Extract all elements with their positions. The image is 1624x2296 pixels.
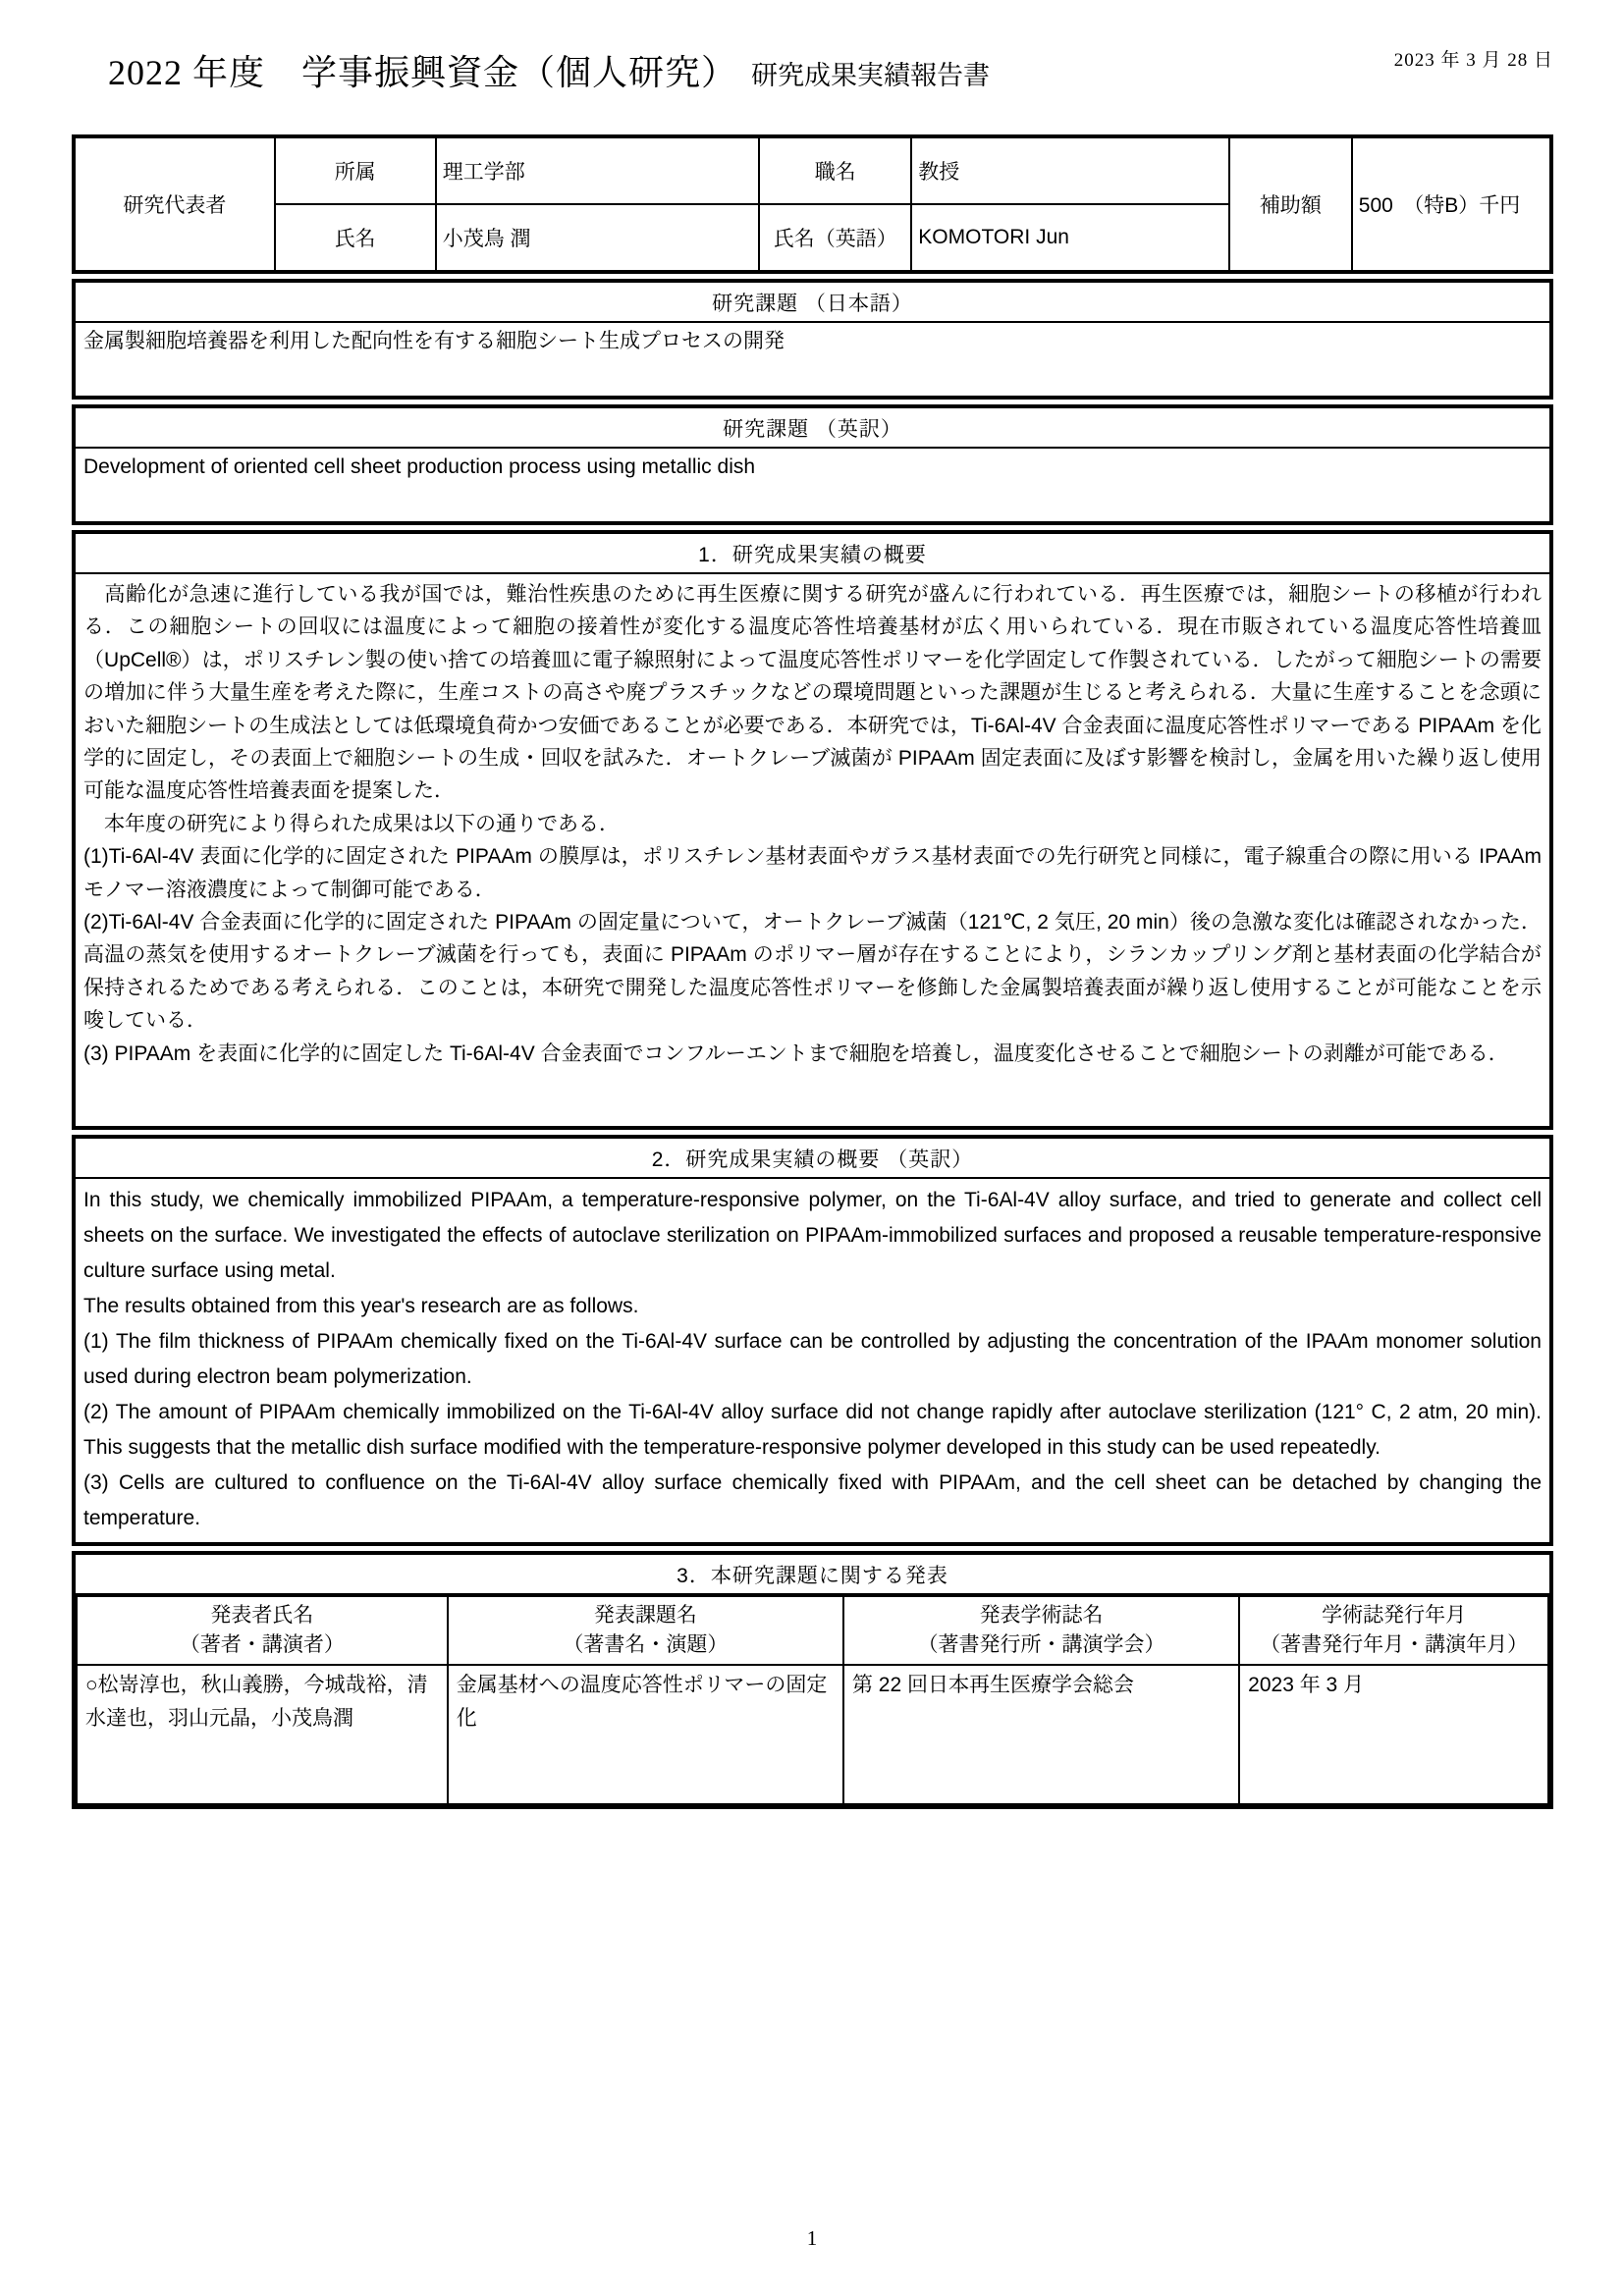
section2-content [76,1179,1549,1542]
section2-header: 2．研究成果実績の概要 （英訳） [76,1139,1549,1179]
section2-paragraph: (1) The film thickness of PIPAAm chemically fixed on the Ti-6Al-4V surface can be controlled by adjusting the concentration of the IPAAm monomer solution used during electron beam polymerization. [83,1330,1547,1388]
section1-paragraph: (3) PIPAAm を表面に化学的に固定した Ti-6Al-4V 合金表面でコンフルーエントまで細胞を培養し，温度変化させることで細胞シートの剥離が可能である． [83,1041,1509,1065]
publication-authors: ○松嵜淳也，秋山義勝，今城哉裕，清水達也，羽山元晶，小茂鳥潤 [77,1665,448,1804]
subsidy-label-cell: 補助額 [1229,136,1352,272]
publication-date: 2023 年 3 月 [1239,1665,1548,1804]
page-number: 1 [806,2226,818,2250]
document-header [72,45,1553,95]
col-date-header [1239,1596,1548,1665]
section2-box [72,1135,1553,1546]
section1-paragraph: (1)Ti-6Al-4V 表面に化学的に固定された PIPAAm の膜厚は，ポリスチレン基材表面やガラス基材表面での先行研究と同様に，電子線重合の際に用いる IPAAm モノマー溶液濃度によって制御可能である． [83,845,1547,901]
section1-paragraph: 高齢化が急速に進行している我が国では，難治性疾患のために再生医療に関する研究が盛んに行われている．再生医療では，細胞シートの移植が行われる．この細胞シートの回収には温度によって細胞の接着性が変化する温度応答性培養基材が広く用いられている．現在市販されている温度応答性培養皿（UpCell®）は，ポリスチレン製の使い捨ての培養皿に電子線照射によって温度応答性ポリマーを化学固定して作製されている．したがって細胞シートの需要の増加に伴う大量生産を考えた際に，生産コストの高さや廃プラスチックなどの環境問題といった課題が生じると考えられる．大量に生産することを念頭においた細胞シートの生成法としては低環境負荷かつ安価であることが必要である．本研究では，Ti-6Al-4V 合金表面に温度応答性ポリマーである PIPAAm を化学的に固定し，その表面上で細胞シートの生成・回収を試みた．オートクレーブ滅菌が PIPAAm 固定表面に及ぼす影響を検討し，金属を用いた繰り返し使用可能な温度応答性培養表面を提案した． [83,583,1542,803]
section2-paragraph: (2) The amount of PIPAAm chemically immobilized on the Ti-6Al-4V alloy surface did not change rapidly after autoclave sterilization (121° C, 2 atm, 20 min). This suggests that the metallic dish surface modified with the temperature-responsive polymer developed in this study can be used repeatedly. [83,1401,1547,1459]
col-title-header [448,1596,843,1665]
col-journal-header [843,1596,1239,1665]
publication-journal: 第 22 回日本再生医療学会総会 [843,1665,1239,1804]
col-title-line1: 発表課題名 [593,1604,697,1627]
name-en-label-cell: 氏名（英語） [759,204,911,272]
col-title-line2: （著書名・演題） [563,1633,729,1656]
section2-paragraph: (3) Cells are cultured to confluence on the Ti-6Al-4V alloy surface chemically fixed with PIPAAm, and the cell sheet can be detached by changing the temperature. [83,1471,1547,1529]
section3-box [72,1551,1553,1809]
col-authors-line1: 発表者氏名 [210,1604,314,1627]
topic-ja-header: 研究課題 （日本語） [76,283,1549,323]
col-date-line1: 学術誌発行年月 [1322,1604,1467,1627]
topic-ja-box [72,279,1553,400]
document-date: 2023 年 3 月 28 日 [1393,50,1553,71]
rep-label-cell: 研究代表者 [74,136,275,272]
publication-row [77,1665,1548,1804]
section2-paragraph: The results obtained from this year's research are as follows. [83,1295,639,1317]
name-label-cell: 氏名 [275,204,436,272]
publications-table [76,1595,1549,1805]
representative-row-1 [74,136,1551,204]
section1-box [72,530,1553,1130]
position-label-cell: 職名 [759,136,911,204]
position-value-cell: 教授 [911,136,1229,204]
topic-en-header: 研究課題 （英訳） [76,408,1549,449]
subsidy-value-cell: 500 （特B）千円 [1352,136,1551,272]
col-authors-line2: （著者・講演者） [179,1633,345,1656]
col-date-line2: （著書発行年月・講演年月） [1260,1633,1529,1656]
section1-paragraph: (2)Ti-6Al-4V 合金表面に化学的に固定された PIPAAm の固定量について，オートクレーブ滅菌（121℃, 2 気圧, 20 min）後の急激な変化は確認されなかった．高温の蒸気を使用するオートクレーブ滅菌を行っても，表面に PIPAAm のポリマー層が存在することにより，シランカップリング剤と基材表面の化学結合が保持されるためである考えられる．このことは，本研究で開発した温度応答性ポリマーを修飾した金属製培養表面が繰り返し使用することが可能なことを示唆している． [83,911,1542,1033]
section1-paragraph: 本年度の研究により得られた成果は以下の通りである． [83,812,620,835]
document-title-sub: 研究成果実績報告書 [751,61,991,90]
col-authors-header [77,1596,448,1665]
topic-ja-content: 金属製細胞培養器を利用した配向性を有する細胞シート生成プロセスの開発 [83,330,785,352]
section1-content [76,574,1549,1126]
document-title-main: 2022 年度 学事振興資金（個人研究） [108,53,738,92]
col-journal-line2: （著書発行所・講演学会） [917,1633,1165,1656]
publications-header-row [77,1596,1548,1665]
section1-header: 1．研究成果実績の概要 [76,534,1549,574]
representative-table [72,134,1553,274]
name-en-value-cell: KOMOTORI Jun [911,204,1229,272]
topic-en-content: Development of oriented cell sheet production process using metallic dish [83,455,756,478]
name-value-cell: 小茂鳥 潤 [436,204,760,272]
publication-title: 金属基材への温度応答性ポリマーの固定化 [448,1665,843,1804]
affiliation-value-cell: 理工学部 [436,136,760,204]
topic-en-box [72,404,1553,525]
col-journal-line1: 発表学術誌名 [979,1604,1104,1627]
section2-paragraph: In this study, we chemically immobilized PIPAAm, a temperature-responsive polymer, on the Ti-6Al-4V alloy surface, and tried to generate and collect cell sheets on the surface. We investigated the effects of autoclave sterilization on PIPAAm-immobilized surfaces and proposed a reusable temperature-responsive culture surface using metal. [83,1189,1547,1282]
affiliation-label-cell: 所属 [275,136,436,204]
section3-header: 3．本研究課題に関する発表 [76,1555,1549,1595]
